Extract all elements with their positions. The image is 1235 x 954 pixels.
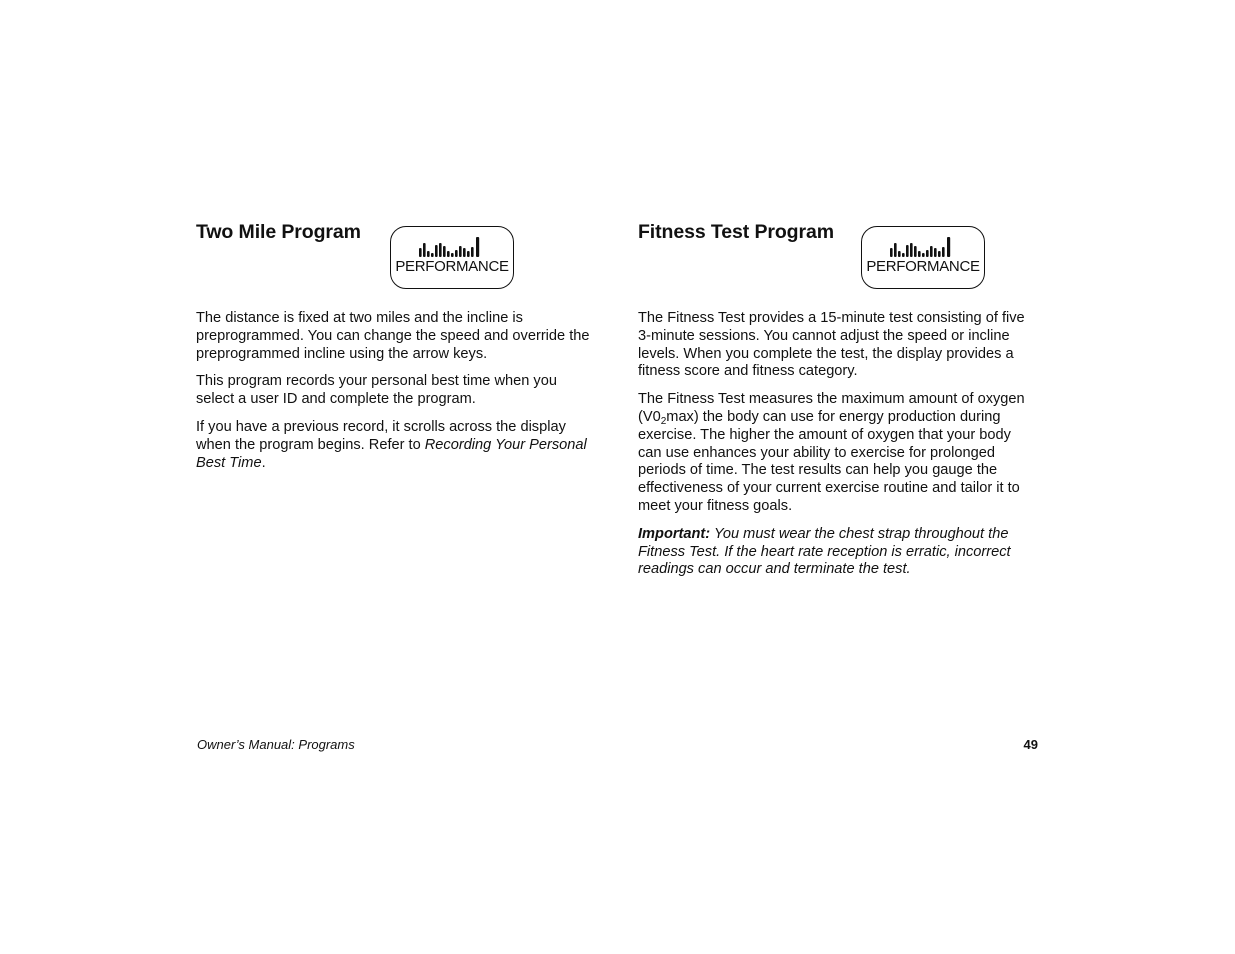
performance-badge — [861, 226, 985, 289]
cross-reference: Recording Your Personal Best Time — [196, 436, 587, 471]
paragraph — [638, 391, 1038, 516]
important-text: You must wear the chest strap throughout the Fitness Test. If the heart rate reception is erratic, incorrect readings can occur and terminate the test. — [638, 525, 1011, 578]
performance-bars-icon — [889, 236, 957, 258]
paragraph: The distance is fixed at two miles and the incline is preprogrammed. You can change the speed and override the preprogrammed incline using the arrow keys. — [196, 310, 590, 362]
performance-bars-icon — [418, 236, 486, 258]
section-header — [196, 220, 596, 292]
paragraph: The Fitness Test provides a 15-minute test consisting of five 3-minute sessions. You cannot adjust the speed or incline levels. When you complete the test, the display provides a fitness score and fitness category. — [638, 310, 1025, 380]
section-title: Two Mile Program — [196, 221, 361, 243]
paragraph — [196, 419, 596, 472]
paragraph: This program records your personal best time when you select a user ID and complete the program. — [196, 373, 557, 408]
paragraph-text: The Fitness Test measures the maximum amount of oxygen (V0 — [638, 391, 1025, 425]
paragraph-end: . — [261, 454, 266, 471]
two-mile-section — [196, 220, 596, 472]
section-header — [638, 220, 1038, 292]
badge-label: PERFORMANCE — [866, 258, 980, 275]
section-title: Fitness Test Program — [638, 221, 834, 243]
badge-label: PERFORMANCE — [395, 258, 509, 275]
important-note — [638, 526, 1038, 579]
performance-badge — [390, 226, 514, 289]
paragraph-text: max) the body can use for energy production during exercise. The higher the amount of oxygen that your body can use enhances your ability to exercise for prolonged periods of time. The test results can help you gauge the effectiveness of your current exercise routine and tailor it to meet your fitness goals. — [638, 408, 1020, 514]
fitness-test-section — [638, 220, 1038, 579]
paragraph-text: If you have a previous record, it scrolls across the display when the program begins. Refer to — [196, 418, 566, 453]
subscript: 2 — [660, 415, 667, 427]
page-number: 49 — [1023, 737, 1038, 752]
footer-title: Owner’s Manual: Programs — [197, 737, 355, 752]
important-label: Important: — [638, 525, 711, 542]
